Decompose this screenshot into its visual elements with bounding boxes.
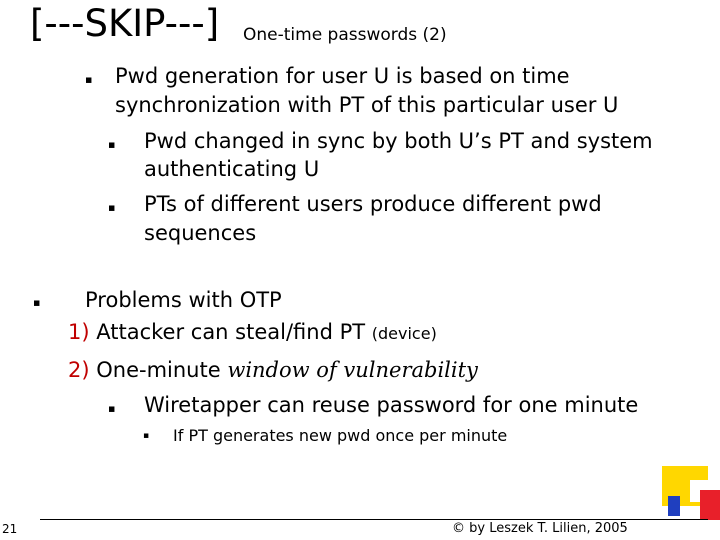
sub-bullet-text: Pwd changed in sync by both U’s PT and system bbox=[144, 129, 653, 153]
footer-rule bbox=[40, 519, 708, 520]
sub-bullet-text: sequences bbox=[144, 221, 257, 245]
copyright: © by Leszek T. Lilien, 2005 bbox=[452, 521, 628, 536]
bullet-icon: ▪ bbox=[108, 402, 116, 415]
problems-heading: Problems with OTP bbox=[85, 288, 282, 312]
page-number: 21 bbox=[2, 522, 18, 536]
decor-blue-square bbox=[668, 496, 680, 516]
bullet-text: Pwd generation for user U is based on time bbox=[115, 64, 570, 88]
problem-number: 1) bbox=[68, 320, 90, 344]
problem-text: One-minute bbox=[96, 358, 221, 382]
sub-bullet-text: authenticating U bbox=[144, 157, 320, 181]
sub-bullet-text: Wiretapper can reuse password for one minute bbox=[144, 393, 639, 417]
problem-item-2 bbox=[68, 358, 478, 382]
bullet-icon: ▪ bbox=[33, 296, 41, 309]
slide-subtitle: One-time passwords (2) bbox=[243, 25, 447, 45]
problem-number: 2) bbox=[68, 358, 90, 382]
problem-note: (device) bbox=[371, 324, 437, 343]
decor-red-square bbox=[700, 490, 720, 520]
bullet-icon: ▪ bbox=[143, 431, 150, 441]
problem-item-1 bbox=[68, 320, 437, 344]
problem-text: Attacker can steal/find PT bbox=[96, 320, 366, 344]
sub-bullet-text: PTs of different users produce different pwd bbox=[144, 192, 602, 216]
bullet-icon: ▪ bbox=[108, 138, 116, 151]
bullet-icon: ▪ bbox=[85, 73, 93, 86]
problem-emphasis: window of vulnerability bbox=[227, 358, 478, 382]
bullet-icon: ▪ bbox=[108, 201, 116, 214]
bullet-text: synchronization with PT of this particular user U bbox=[115, 93, 619, 117]
slide-title: [---SKIP---] bbox=[30, 2, 220, 45]
sub-sub-bullet-text: If PT generates new pwd once per minute bbox=[173, 426, 508, 445]
